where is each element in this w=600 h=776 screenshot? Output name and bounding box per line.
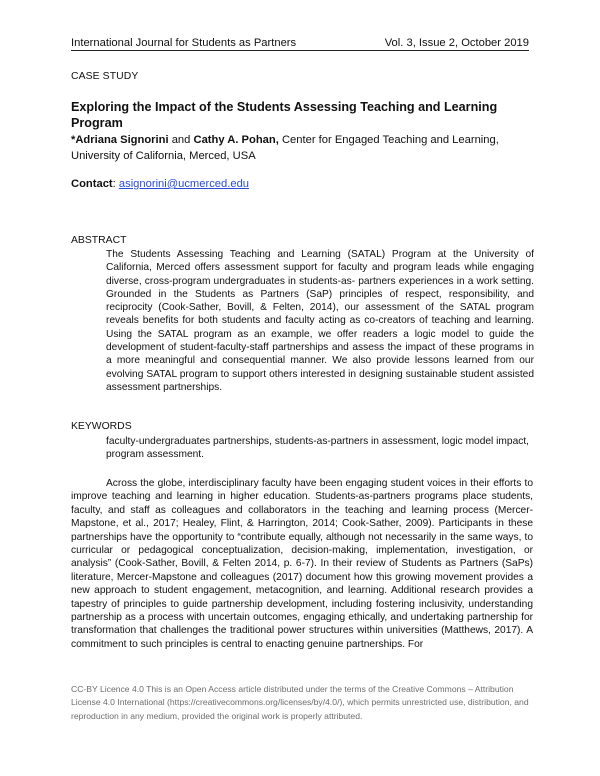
author-conjunction: and (168, 134, 194, 146)
contact-line (71, 177, 249, 192)
licence-footer: CC-BY Licence 4.0 This is an Open Access article distributed under the terms of the Creative Commons – Attribution License 4.0 International (https://creativecommons.org/licenses/by/4.0/), which permits unrestricted use, distribution, and reproduction in any medium, provided the original work is properly attributed. (71, 684, 529, 721)
keywords-text: faculty-undergraduates partnerships, students-as-partners in assessment, logic model impact, program assessment. (106, 436, 529, 461)
author-affiliation: Center for Engaged Teaching and Learning, University of California, Merced, USA (71, 134, 499, 162)
section-label: CASE STUDY (71, 71, 139, 82)
author-2: Cathy A. Pohan, (193, 134, 279, 146)
abstract-text: The Students Assessing Teaching and Learning (SATAL) Program at the University of California, Merced offers assessment support for faculty and program leads while engaging diverse, cross-program undergraduates in students-as- partners experiences in a work setting. Grounded in the Students as Partners (SaP) principles of respect, responsibility, and reciprocity (Cook-Sather, Bovill, & Felten, 2014), our assessment of the SATAL program reveals benefits for both students and faculty acting as co-creators of teaching and learning. Using the SATAL program as an example, we offer readers a logic model to guide the development of student-faculty-staff partnerships and assess the impact of these programs in a more meaningful and consequential manner. We also provide lessons learned from our evolving SATAL program to support others interested in designing sustainable student assisted assessment partnerships. (106, 249, 534, 393)
contact-email-link[interactable]: asignorini@ucmerced.edu (118, 178, 250, 190)
journal-name: International Journal for Students as Partners (71, 37, 297, 49)
contact-label: Contact (71, 178, 113, 190)
body-paragraph: Across the globe, interdisciplinary faculty have been engaging student voices in their efforts to improve teaching and learning in higher education. Students-as-partners programs place students, faculty, and staff as colleagues and collaborators in the teaching and learning process (Mercer-Mapstone, et al., 2017; Healey, Flint, & Harrington, 2014; Cook-Sather, 2009). Participants in these partnerships have the opportunity to “contribute equally, although not necessarily in the same ways, to curricular or pedagogical conceptualization, decision-making, implementation, investigation, or analysis” (Cook-Sather, Bovill, & Felten 2014, p. 6-7). In their review of Students as Partners (SaPs) literature, Mercer-Mapstone and colleagues (2017) document how this growing movement provides a new approach to student engagement, metacognition, and learning. Additional research provides a tapestry of principles to guide partnership development, including fostering inclusivity, understanding partnership as a process with uncertain outcomes, engaging ethically, and undertaking partnership for transformation that challenges the traditional power structures within universities (Matthews, 2017). A commitment to such principles is central to enacting genuine partnerships. For (71, 478, 533, 650)
keywords-heading: KEYWORDS (71, 421, 132, 432)
abstract-heading: ABSTRACT (71, 235, 127, 246)
contact-separator: : (112, 178, 119, 190)
issue-info: Vol. 3, Issue 2, October 2019 (384, 37, 529, 49)
author-block (71, 133, 531, 164)
paper-title: Exploring the Impact of the Students Assessing Teaching and Learning Program (71, 100, 498, 130)
running-header (71, 36, 529, 51)
author-1: *Adriana Signorini (71, 134, 169, 146)
